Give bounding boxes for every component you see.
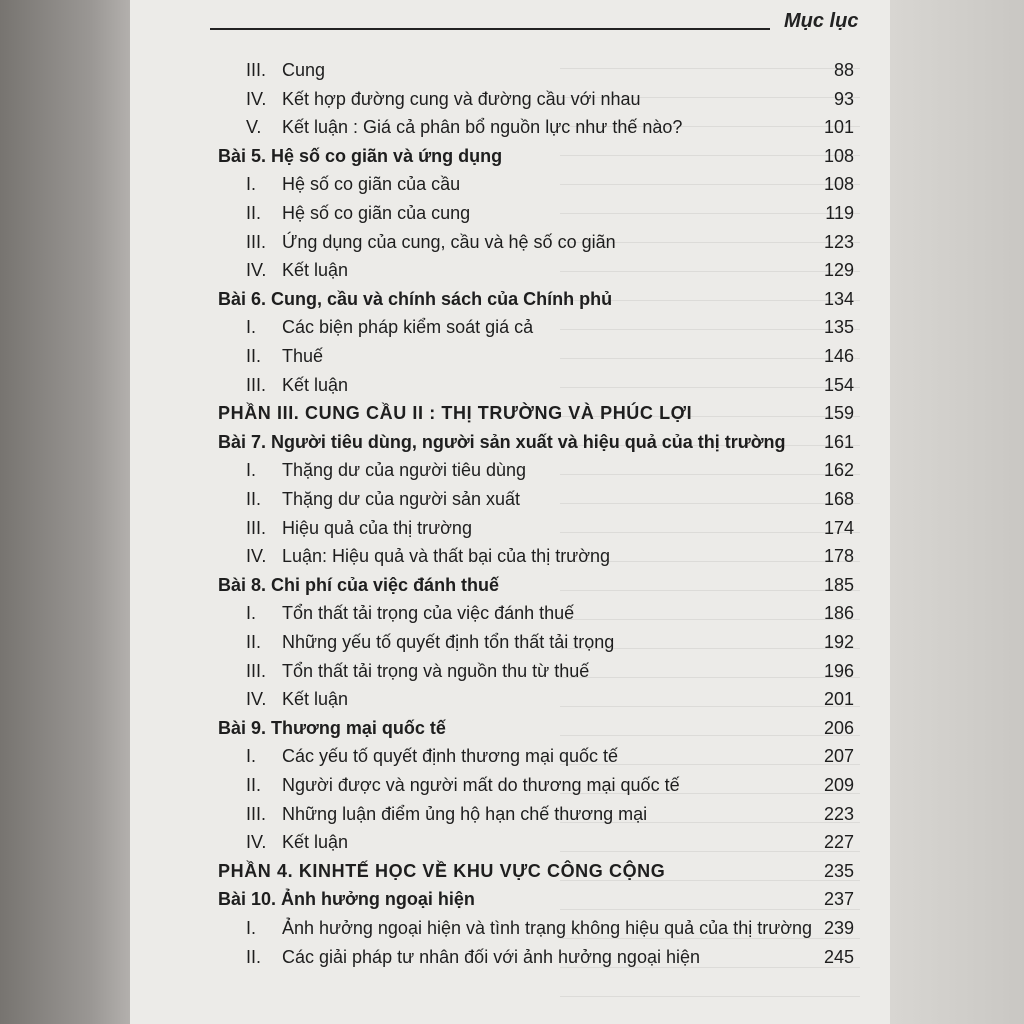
toc-item <box>0 489 1024 517</box>
toc-page-number: 88 <box>833 60 854 80</box>
toc-entry-title: Thặng dư của người tiêu dùng <box>282 460 527 481</box>
toc-item <box>0 203 1024 231</box>
toc-page-number: 207 <box>823 746 854 767</box>
toc-page-number: 93 <box>833 88 854 109</box>
toc-page-number: 135 <box>823 317 854 338</box>
toc-item-number: IV. <box>246 832 267 853</box>
toc-entry-title: Kết luận <box>282 689 349 710</box>
toc-chapter-heading <box>0 889 1024 917</box>
toc-page-number: 161 <box>823 431 854 452</box>
toc-page-number: 154 <box>823 374 854 395</box>
toc-page-number: 174 <box>823 517 854 538</box>
toc-item-number: IV. <box>246 546 267 567</box>
toc-item <box>0 918 1024 946</box>
toc-item <box>0 775 1024 803</box>
toc-item <box>0 546 1024 574</box>
toc-item <box>0 603 1024 631</box>
toc-page-number: 192 <box>823 632 854 652</box>
toc-entry-title: Thặng dư của người sản xuất <box>282 489 521 509</box>
toc-item <box>0 232 1024 260</box>
toc-page-number: 123 <box>823 231 854 252</box>
toc-page-number: 185 <box>823 574 854 595</box>
toc-entry-title: Thuế <box>282 346 324 366</box>
toc-page-number: 237 <box>823 889 854 910</box>
toc-entry-title: Những yếu tố quyết định tổn thất tải trọng <box>282 632 615 652</box>
toc-entry-title: PHẦN 4. KINHTẾ HỌC VỀ KHU VỰC CÔNG CỘNG <box>218 860 666 881</box>
toc-item-number: II. <box>246 946 262 967</box>
toc-chapter-heading <box>0 575 1024 603</box>
toc-item <box>0 518 1024 546</box>
toc-item <box>0 260 1024 288</box>
toc-part-heading <box>0 403 1024 431</box>
toc-chapter-heading <box>0 289 1024 317</box>
toc-entry-title: Bài 7. Người tiêu dùng, người sản xuất và hiệu quả của thị trường <box>218 431 786 452</box>
toc-entry-title: Tổn thất tải trọng của việc đánh thuế <box>282 603 575 624</box>
toc-item-number: II. <box>246 632 262 652</box>
toc-entry-title: Người được và người mất do thương mại quốc tế <box>282 775 680 795</box>
toc-entry-title: Kết luận <box>282 374 349 395</box>
toc-item <box>0 89 1024 117</box>
toc-item-number: IV. <box>246 689 267 710</box>
toc-item-number: IV. <box>246 260 267 281</box>
toc-item-number: V. <box>246 117 262 138</box>
toc-item-number: I. <box>246 918 257 938</box>
toc-page-number: 108 <box>823 145 854 166</box>
toc-entry-title: Hiệu quả của thị trường <box>282 517 472 538</box>
toc-entry-title: Các biện pháp kiểm soát giá cả <box>282 317 534 338</box>
toc-entry-title: Các giải pháp tư nhân đối với ảnh hưởng ngoại hiện <box>282 946 700 967</box>
toc-entry-title: Tổn thất tải trọng và nguồn thu từ thuế <box>282 660 590 681</box>
toc-item <box>0 804 1024 832</box>
toc-entry-title: PHẦN III. CUNG CẦU II : THỊ TRƯỜNG VÀ PHÚC LỢI <box>218 403 693 424</box>
toc-item-number: I. <box>246 603 257 624</box>
toc-chapter-heading <box>0 432 1024 460</box>
toc-entry-title: Kết luận <box>282 832 349 853</box>
toc-item <box>0 947 1024 975</box>
toc-chapter-heading <box>0 718 1024 746</box>
toc-item-number: III. <box>246 60 267 80</box>
toc-entry-title: Kết hợp đường cung và đường cầu với nhau <box>282 88 641 109</box>
toc-item <box>0 174 1024 202</box>
toc-page-number: 239 <box>823 918 854 938</box>
toc-entry-title: Bài 5. Hệ số co giãn và ứng dụng <box>218 145 503 166</box>
toc-item <box>0 346 1024 374</box>
toc-page-number: 235 <box>823 860 854 881</box>
toc-entry-title: Bài 10. Ảnh hưởng ngoại hiện <box>218 889 475 910</box>
toc-item-number: III. <box>246 374 267 395</box>
toc-page-number: 168 <box>823 489 854 509</box>
toc-item-number: I. <box>246 460 257 481</box>
toc-item <box>0 746 1024 774</box>
toc-item-number: I. <box>246 317 257 338</box>
toc-page-number: 119 <box>825 203 854 223</box>
toc-page-number: 134 <box>823 288 854 309</box>
toc-entry-title: Các yếu tố quyết định thương mại quốc tế <box>282 746 619 767</box>
toc-entry-title: Cung <box>282 60 326 80</box>
toc-page-number: 196 <box>823 660 854 681</box>
toc-item-number: IV. <box>246 88 267 109</box>
toc-page-number: 129 <box>823 260 854 281</box>
toc-entry-title: Bài 6. Cung, cầu và chính sách của Chính phủ <box>218 288 613 309</box>
toc-page-number: 206 <box>823 717 854 738</box>
toc-item <box>0 689 1024 717</box>
toc-entry-title: Kết luận <box>282 260 349 281</box>
page-title: Mục lục <box>784 10 859 32</box>
toc-entry-title: Ứng dụng của cung, cầu và hệ số co giãn <box>282 231 616 252</box>
toc-page-number: 146 <box>823 346 854 366</box>
toc-item-number: I. <box>246 174 257 195</box>
toc-page-number: 201 <box>823 689 854 710</box>
toc-item-number: II. <box>246 346 262 366</box>
toc-page-number: 162 <box>823 460 854 481</box>
toc-page-number: 108 <box>823 174 854 195</box>
toc-entry-title: Những luận điểm ủng hộ hạn chế thương mại <box>282 803 648 824</box>
toc-item <box>0 661 1024 689</box>
toc-item-number: II. <box>246 203 262 223</box>
toc-item-number: III. <box>246 517 267 538</box>
toc-item-number: II. <box>246 775 262 795</box>
toc-entry-title: Kết luận : Giá cả phân bổ nguồn lực như thế nào? <box>282 117 683 138</box>
toc-entry-title: Hệ số co giãn của cung <box>282 203 471 223</box>
toc-page-number: 209 <box>823 775 854 795</box>
toc-item-number: II. <box>246 489 262 509</box>
toc-item <box>0 832 1024 860</box>
toc-item <box>0 60 1024 88</box>
toc-item-number: III. <box>246 803 267 824</box>
toc-item-number: III. <box>246 660 267 681</box>
toc-page-number: 223 <box>823 803 854 824</box>
toc-item <box>0 460 1024 488</box>
toc-entry-title: Bài 8. Chi phí của việc đánh thuế <box>218 574 500 595</box>
toc-entry-title: Hệ số co giãn của cầu <box>282 174 461 195</box>
toc-page-number: 178 <box>823 546 854 567</box>
toc-item <box>0 117 1024 145</box>
toc-entry-title: Bài 9. Thương mại quốc tế <box>218 717 446 738</box>
toc-page-number: 245 <box>823 946 854 967</box>
toc-chapter-heading <box>0 146 1024 174</box>
toc-page-number: 186 <box>823 603 854 624</box>
toc-entry-title: Luận: Hiệu quả và thất bại của thị trường <box>282 546 611 567</box>
toc-item-number: III. <box>246 231 267 252</box>
toc-part-heading <box>0 861 1024 889</box>
toc-page-number: 159 <box>823 403 854 424</box>
toc-item <box>0 375 1024 403</box>
toc-entry-title: Ảnh hưởng ngoại hiện và tình trạng không hiệu quả của thị trường <box>282 918 813 938</box>
toc-page-number: 227 <box>823 832 854 853</box>
toc-item <box>0 632 1024 660</box>
toc-item <box>0 317 1024 345</box>
toc-item-number: I. <box>246 746 257 767</box>
toc-page-number: 101 <box>823 117 854 138</box>
